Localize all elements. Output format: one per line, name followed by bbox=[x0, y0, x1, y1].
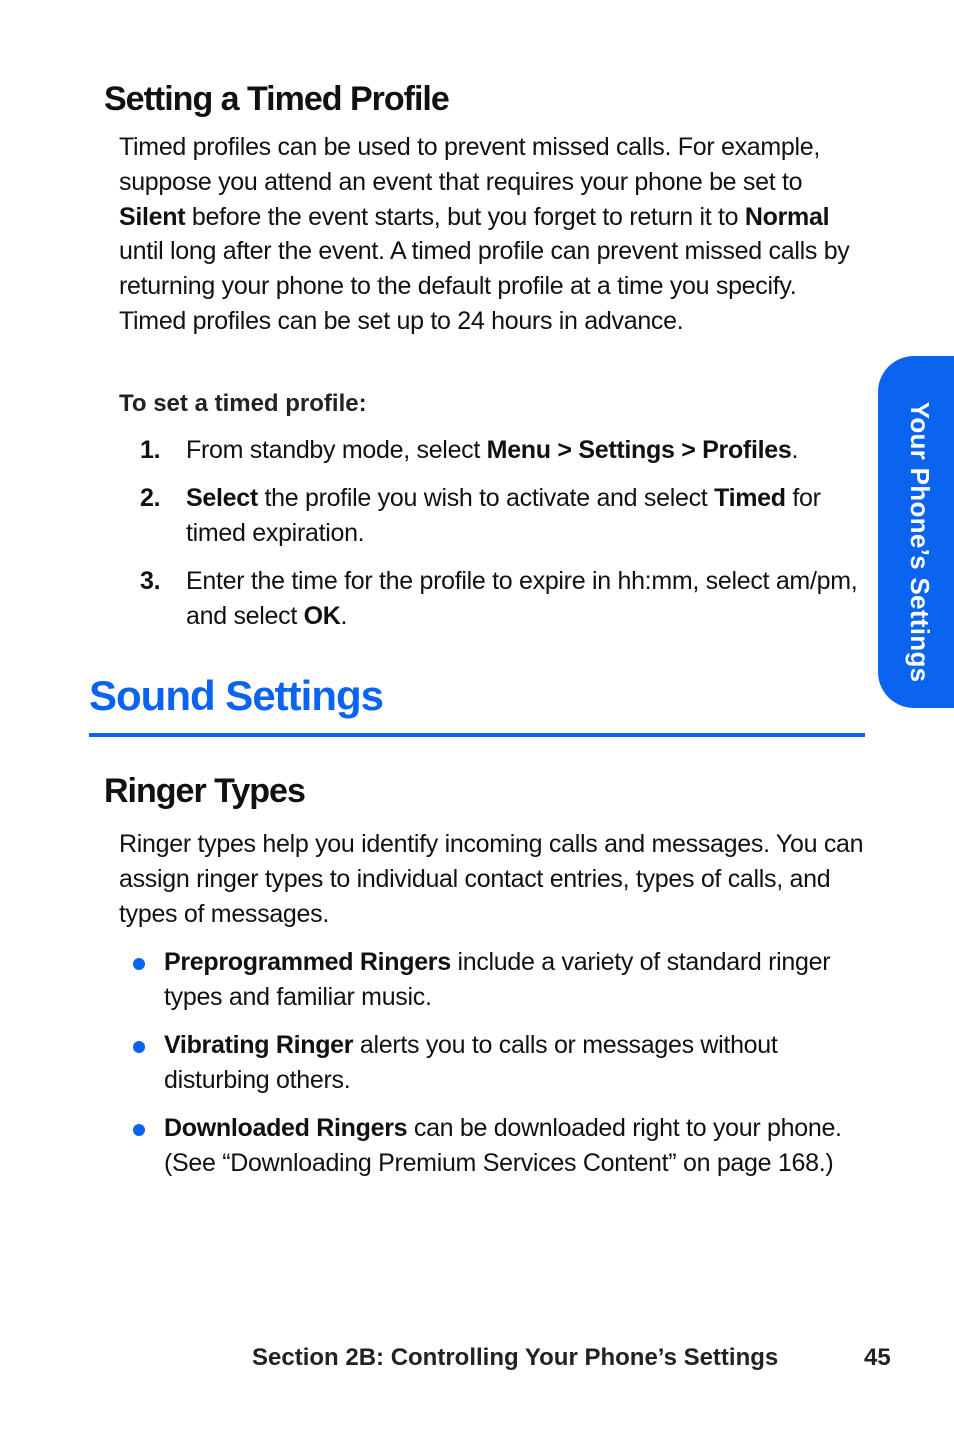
bullet-item bbox=[130, 1111, 865, 1180]
bullet-icon bbox=[133, 958, 145, 970]
bullet-icon bbox=[133, 1124, 145, 1136]
bullet-text: Vibrating Ringer alerts you to calls or messages without disturbing others. bbox=[164, 1031, 778, 1094]
page-title-sound-settings: Sound Settings bbox=[89, 672, 383, 719]
side-tab-label: Your Phone’s Settings bbox=[905, 401, 935, 683]
timed-profile-paragraph: Timed profiles can be used to prevent missed calls. For example, suppose you attend an event that requires your phone be set to Silent before the event starts, but you forget to return it to Normal until long after the event. A timed profile can prevent missed calls by returning your phone to the default profile at a time you specify. Timed profiles can be set up to 24 hours in advance. bbox=[119, 133, 850, 335]
bullet-text: Preprogrammed Ringers include a variety of standard ringer types and familiar music. bbox=[164, 948, 831, 1011]
step-text: Select the profile you wish to activate and select Timed for timed expiration. bbox=[186, 484, 821, 547]
step-number: 3. bbox=[140, 567, 161, 595]
step-text: Enter the time for the profile to expire in hh:mm, select am/pm, and select OK. bbox=[186, 567, 858, 630]
bullet-item bbox=[130, 945, 865, 1014]
title-divider bbox=[89, 733, 865, 737]
procedure-label: To set a timed profile: bbox=[119, 390, 367, 417]
ringer-types-paragraph: Ringer types help you identify incoming calls and messages. You can assign ringer types to individual contact entries, types of calls, and types of messages. bbox=[119, 830, 864, 928]
side-tab bbox=[878, 356, 954, 708]
step-number: 1. bbox=[140, 436, 161, 464]
bullet-item bbox=[130, 1028, 865, 1097]
bullet-text: Downloaded Ringers can be downloaded right to your phone. (See “Downloading Premium Services Content” on page 168.) bbox=[164, 1114, 842, 1177]
step-2 bbox=[140, 481, 870, 550]
section-heading-timed-profile: Setting a Timed Profile bbox=[104, 80, 449, 118]
footer-section-title: Section 2B: Controlling Your Phone’s Settings bbox=[252, 1344, 779, 1371]
step-3 bbox=[140, 564, 870, 633]
step-1 bbox=[140, 433, 870, 468]
section-heading-ringer-types: Ringer Types bbox=[104, 772, 305, 810]
step-text: From standby mode, select Menu > Settings > Profiles. bbox=[186, 436, 799, 464]
page-number: 45 bbox=[864, 1344, 891, 1371]
step-number: 2. bbox=[140, 484, 161, 512]
bullet-icon bbox=[133, 1041, 145, 1053]
